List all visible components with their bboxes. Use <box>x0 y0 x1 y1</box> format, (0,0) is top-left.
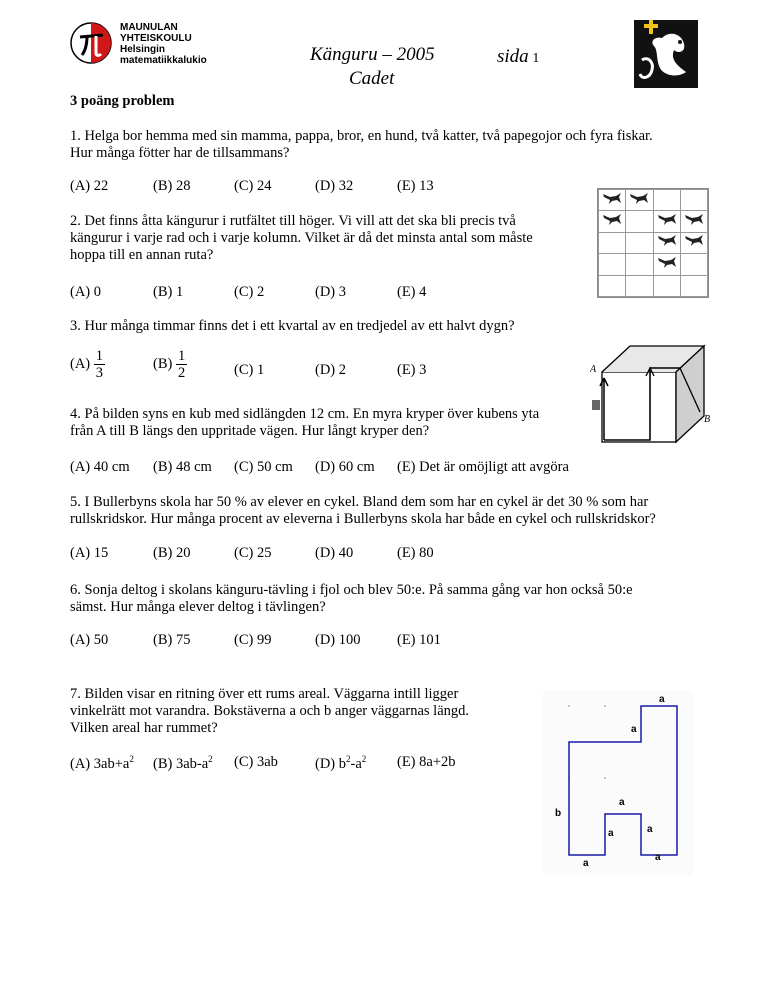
q7-text-line-3: Vilken areal har rummet? <box>70 720 218 736</box>
q4-option-b[interactable]: (B) 48 cm <box>153 459 212 475</box>
q3-option-b[interactable] <box>153 348 187 381</box>
q4-text-line-1: 4. På bilden syns en kub med sidlängden 12 cm. En myra kryper över kubens yta <box>70 406 540 422</box>
question-1 <box>70 128 653 162</box>
grid-cell <box>626 275 653 296</box>
grid-cell <box>599 254 626 275</box>
room-label-a-notch-top: a <box>619 797 625 808</box>
grid-cell <box>626 211 653 232</box>
grid-cell <box>599 190 626 211</box>
question-5 <box>70 494 656 528</box>
logo-line-3: Helsingin <box>120 44 166 55</box>
q6-option-b[interactable]: (B) 75 <box>153 632 191 648</box>
grid-cell <box>626 254 653 275</box>
q3-option-d[interactable]: (D) 2 <box>315 362 347 378</box>
pi-logo-icon <box>70 22 112 64</box>
q6-option-e[interactable]: (E) 101 <box>397 632 441 648</box>
kangaroo-icon <box>629 191 649 205</box>
room-label-a-notch-left: a <box>608 828 614 839</box>
page-label: sida <box>497 46 529 67</box>
grid-cell <box>680 254 707 275</box>
q3-option-e[interactable]: (E) 3 <box>397 362 427 378</box>
room-label-a-upper: a <box>631 724 637 735</box>
q3-option-b-label: (B) <box>153 356 173 372</box>
q1-text-line-2: Hur många fötter har de tillsammans? <box>70 145 290 161</box>
logo-text <box>120 22 207 66</box>
q2-option-e[interactable]: (E) 4 <box>397 284 427 300</box>
q7-option-e[interactable]: (E) 8a+2b <box>397 754 456 770</box>
page-title: Känguru – 2005 <box>310 44 435 65</box>
q4-option-c[interactable]: (C) 50 cm <box>234 459 293 475</box>
grid-row <box>599 190 708 211</box>
logo-line-4: matematiikkalukio <box>120 55 207 66</box>
cube-label-a: A <box>590 364 597 375</box>
grid-cell <box>653 232 680 253</box>
q6-option-a[interactable]: (A) 50 <box>70 632 109 648</box>
page-number-label <box>497 46 539 68</box>
q7-option-d-mid: -a <box>350 755 362 772</box>
q6-option-c[interactable]: (C) 99 <box>234 632 272 648</box>
room-label-a-notch-right: a <box>647 824 653 835</box>
grid-cell <box>680 190 707 211</box>
q7-option-b-sup: 2 <box>208 754 213 764</box>
kangaroo-icon <box>684 233 704 247</box>
q3-option-a-label: (A) <box>70 356 91 372</box>
room-label-b: b <box>555 808 562 819</box>
q2-text-line-1: 2. Det finns åtta kängurur i rutfältet till höger. Vi vill att det ska bli precis två <box>70 213 516 229</box>
grid-cell <box>680 232 707 253</box>
q1-text-line-1: 1. Helga bor hemma med sin mamma, pappa, bror, en hund, två katter, två papegojor och fyra fiskar. <box>70 128 653 144</box>
page-number: 1 <box>532 51 540 66</box>
logo-line-2: YHTEISKOULU <box>120 33 192 44</box>
q5-option-d[interactable]: (D) 40 <box>315 545 354 561</box>
q1-option-e[interactable]: (E) 13 <box>397 178 434 194</box>
kangaroo-mascot-icon <box>634 20 698 88</box>
q7-option-d-sup1: 2 <box>346 754 351 764</box>
q3-b-numerator: 1 <box>177 348 186 364</box>
q5-option-a[interactable]: (A) 15 <box>70 545 109 561</box>
q4-text-line-2: från A till B längs den uppritade vägen. Hur långt kryper den? <box>70 423 430 439</box>
grid-cell <box>653 254 680 275</box>
grid-row <box>599 232 708 253</box>
q6-option-d[interactable]: (D) 100 <box>315 632 361 648</box>
q5-text-line-1: 5. I Bullerbyns skola har 50 % av elever en cykel. Bland dem som har en cykel är det 30 % som har <box>70 494 649 510</box>
q3-a-numerator: 1 <box>95 348 104 364</box>
q7-option-a-text: (A) 3ab+a <box>70 755 130 772</box>
q7-text-line-1: 7. Bilden visar en ritning över ett rums areal. Väggarna intill ligger <box>70 686 459 702</box>
q7-option-d-pre: (D) b <box>315 755 347 772</box>
q5-option-c[interactable]: (C) 25 <box>234 545 272 561</box>
q2-option-a[interactable]: (A) 0 <box>70 284 102 300</box>
room-label-a-top: a <box>659 694 665 705</box>
grid-cell <box>599 232 626 253</box>
q7-option-c[interactable]: (C) 3ab <box>234 754 278 770</box>
q7-option-b[interactable] <box>153 754 213 773</box>
q7-option-d-sup2: 2 <box>361 754 367 764</box>
q3-option-c[interactable]: (C) 1 <box>234 362 265 378</box>
q4-option-e[interactable]: (E) Det är omöjligt att avgöra <box>397 459 569 475</box>
question-6 <box>70 582 633 616</box>
cube-label-b: B <box>704 414 711 425</box>
room-label-a-bottom-left: a <box>583 858 589 869</box>
q1-option-a[interactable]: (A) 22 <box>70 178 109 194</box>
kangaroo-icon <box>657 255 677 269</box>
q3-a-denominator: 3 <box>95 365 104 381</box>
kangaroo-icon <box>602 191 622 205</box>
kangaroo-grid <box>597 188 709 298</box>
grid-cell <box>680 211 707 232</box>
room-floorplan-figure <box>543 690 693 876</box>
q1-option-c[interactable]: (C) 24 <box>234 178 272 194</box>
q4-option-a[interactable]: (A) 40 cm <box>70 459 130 475</box>
q5-option-b[interactable]: (B) 20 <box>153 545 191 561</box>
question-3: 3. Hur många timmar finns det i ett kvartal av en tredjedel av ett halvt dygn? <box>70 318 515 334</box>
grid-cell <box>653 211 680 232</box>
q5-text-line-2: rullskridskor. Hur många procent av eleverna i Bullerbyns skola har både en cykel och rullskridskor? <box>70 511 656 527</box>
cube-figure <box>590 342 720 444</box>
kangaroo-icon <box>684 212 704 226</box>
q6-text-line-2: sämst. Hur många elever deltog i tävlingen? <box>70 599 326 615</box>
q2-text-line-3: hoppa till en annan ruta? <box>70 247 214 263</box>
question-4 <box>70 406 539 440</box>
kangaroo-icon <box>657 212 677 226</box>
section-heading: 3 poäng problem <box>70 93 175 109</box>
q7-option-a[interactable] <box>70 754 134 773</box>
question-2 <box>70 213 533 264</box>
logo-line-1: MAUNULAN <box>120 22 178 33</box>
grid-cell <box>599 211 626 232</box>
q3-b-denominator: 2 <box>177 365 186 381</box>
grid-cell <box>626 232 653 253</box>
q2-option-d[interactable]: (D) 3 <box>315 284 347 300</box>
question-7 <box>70 686 469 737</box>
page-subtitle: Cadet <box>349 68 395 89</box>
kangaroo-icon <box>657 233 677 247</box>
q3-option-b-fraction <box>176 348 187 381</box>
grid-cell <box>626 190 653 211</box>
q1-option-b[interactable]: (B) 28 <box>153 178 191 194</box>
q1-option-d[interactable]: (D) 32 <box>315 178 354 194</box>
q7-option-a-sup: 2 <box>129 754 134 764</box>
kangaroo-grid-table <box>598 189 708 297</box>
q7-option-b-text: (B) 3ab-a <box>153 755 209 772</box>
q3-option-a-fraction <box>94 348 105 381</box>
grid-cell <box>653 190 680 211</box>
q7-option-d[interactable] <box>315 754 366 773</box>
grid-row <box>599 254 708 275</box>
q4-option-d[interactable]: (D) 60 cm <box>315 459 375 475</box>
grid-cell <box>680 275 707 296</box>
room-label-a-bottom-right: a <box>655 852 661 863</box>
kangaroo-icon <box>602 212 622 226</box>
grid-cell <box>653 275 680 296</box>
q3-option-a[interactable] <box>70 348 105 381</box>
school-logo <box>70 22 220 64</box>
grid-row <box>599 211 708 232</box>
q5-option-e[interactable]: (E) 80 <box>397 545 434 561</box>
grid-cell <box>599 275 626 296</box>
q7-text-line-2: vinkelrätt mot varandra. Bokstäverna a och b anger väggarnas längd. <box>70 703 470 719</box>
grid-row <box>599 275 708 296</box>
q2-option-b[interactable]: (B) 1 <box>153 284 184 300</box>
q2-text-line-2: kängurur i varje rad och i varje kolumn. Vilket är då det minsta antal som måste <box>70 230 533 246</box>
q2-option-c[interactable]: (C) 2 <box>234 284 265 300</box>
q6-text-line-1: 6. Sonja deltog i skolans känguru-tävling i fjol och blev 50:e. På samma gång var hon också 50:e <box>70 582 633 598</box>
